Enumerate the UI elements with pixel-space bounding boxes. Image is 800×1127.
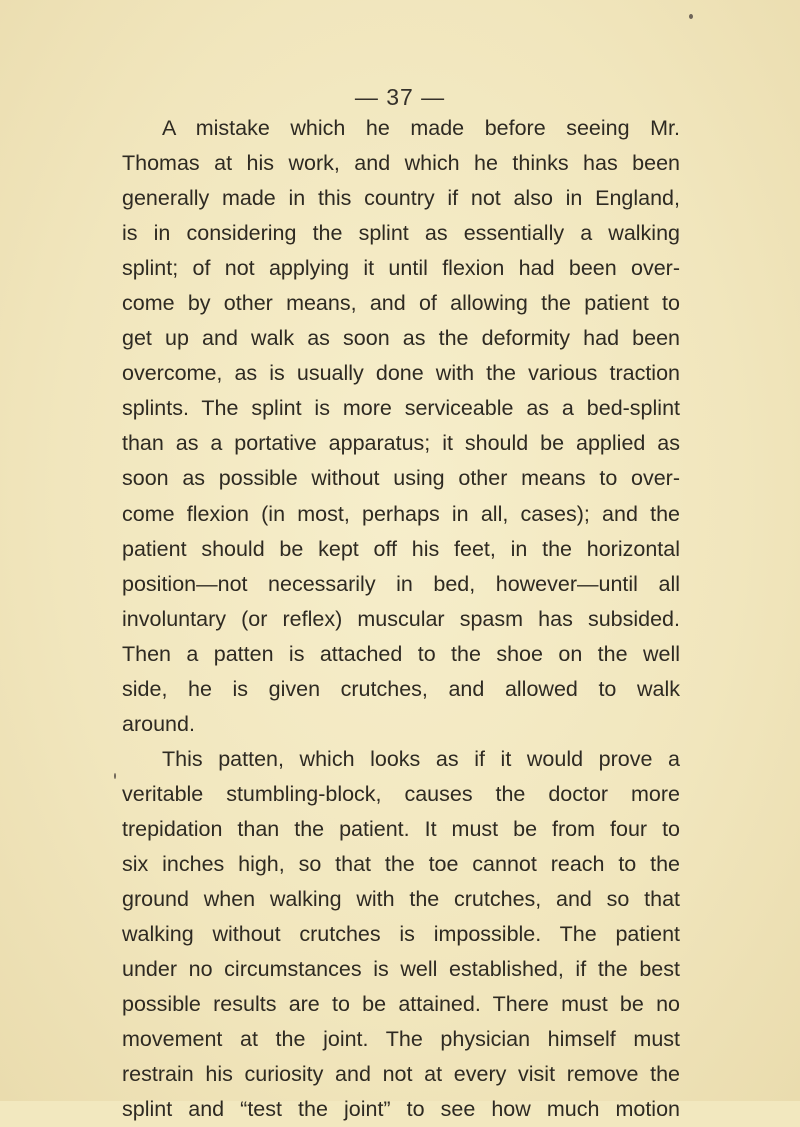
text-line: involuntary (or reflex) muscular spasm has subsided. (122, 606, 680, 631)
text-line: come by other means, and of allowing the patient to (122, 291, 680, 316)
text-line: possible results are to be attained. There must be no (122, 992, 680, 1017)
body-text (122, 111, 680, 1127)
text-line: soon as possible without using other means to over- (122, 466, 680, 491)
text-line: patient should be kept off his feet, in the horizontal (122, 536, 680, 561)
text-line: movement at the joint. The physician himself must (122, 1027, 680, 1052)
page-number: — 37 — (354, 84, 446, 110)
text-line: Then a patten is attached to the shoe on the well (122, 641, 680, 666)
text-line: side, he is given crutches, and allowed to walk (122, 676, 680, 701)
text-line: come flexion (in most, perhaps in all, cases); and the (122, 501, 680, 526)
text-line: walking without crutches is impossible. The patient (122, 922, 680, 947)
text-line: restrain his curiosity and not at every visit remove the (122, 1062, 680, 1087)
ink-speck (689, 14, 693, 19)
paragraph-1 (122, 111, 680, 742)
text-line: This patten, which looks as if it would prove a (162, 746, 680, 771)
text-line: get up and walk as soon as the deformity had been (122, 326, 680, 351)
paragraph-2 (122, 742, 680, 1127)
text-line: ground when walking with the crutches, and so that (122, 887, 680, 912)
text-line: is in considering the splint as essentially a walking (122, 221, 680, 246)
text-line: splint and “test the joint” to see how much motion (122, 1097, 680, 1122)
text-line: splint; of not applying it until flexion had been over- (122, 256, 680, 281)
text-line: generally made in this country if not also in England, (122, 186, 680, 211)
text-line: position—not necessarily in bed, however—until all (122, 571, 680, 596)
text-line: Thomas at his work, and which he thinks has been (122, 151, 680, 176)
text-line: overcome, as is usually done with the various traction (122, 361, 680, 386)
text-line: trepidation than the patient. It must be from four to (122, 816, 680, 841)
text-line: than as a portative apparatus; it should be applied as (122, 431, 680, 456)
text-line: six inches high, so that the toe cannot reach to the (122, 851, 680, 876)
text-line: around. (122, 711, 195, 736)
text-line: splints. The splint is more serviceable as a bed-splint (122, 396, 680, 421)
text-line: A mistake which he made before seeing Mr. (162, 116, 680, 140)
text-line: veritable stumbling-block, causes the doctor more (122, 781, 680, 806)
text-line: under no circumstances is well established, if the best (122, 957, 680, 982)
ink-speck (114, 773, 116, 779)
